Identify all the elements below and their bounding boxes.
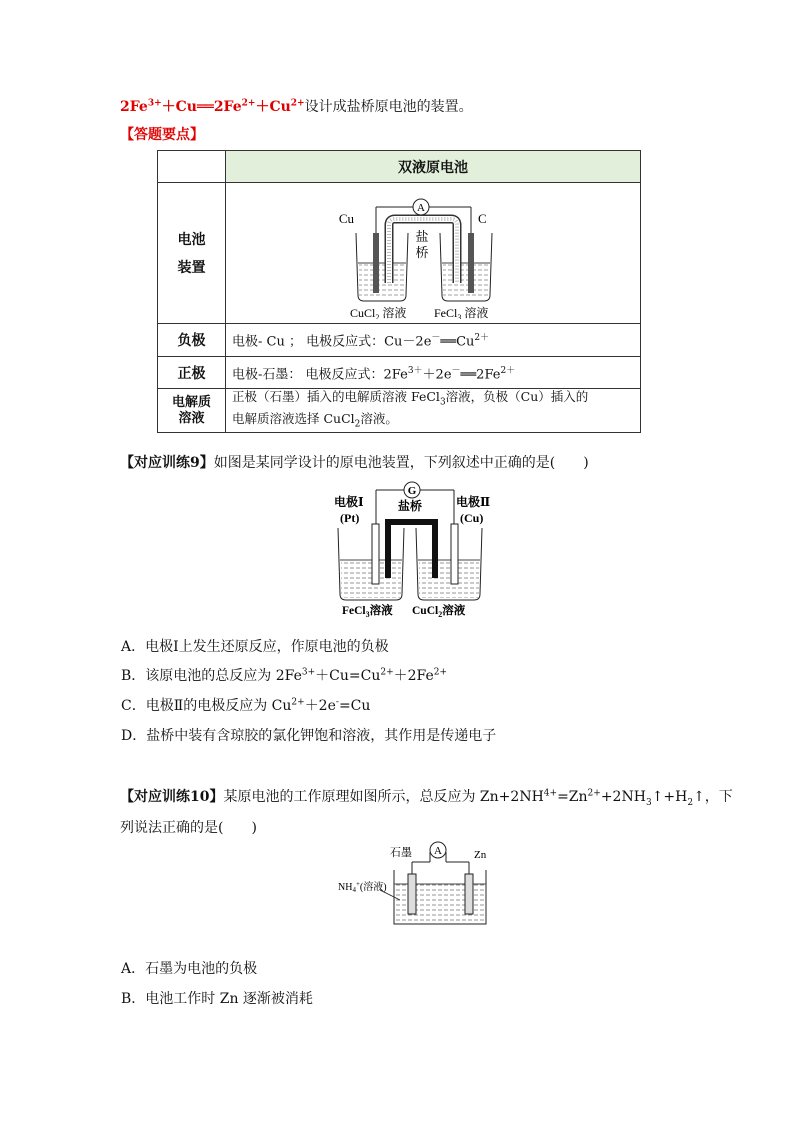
intro-line — [120, 96, 473, 116]
device-diagram-cell — [226, 183, 641, 324]
salt-bridge-cell-diagram — [226, 183, 640, 319]
q10-option-b: B．电池工作时 Zn 逐渐被消耗 — [121, 991, 313, 1007]
cucl2-label: CuCl$_2$ 溶液 — [350, 306, 407, 319]
neg-label: 负极 — [158, 324, 226, 357]
q9-stem: 【对应训练9】如图是某同学设计的原电池装置，下列叙述中正确的是( ) — [120, 455, 589, 471]
fecl3-label: FeCl$_3$ 溶液 — [434, 306, 489, 319]
cu-electrode — [451, 524, 458, 584]
q9-tag: 【对应训练9】 — [120, 455, 214, 471]
intro-tail: 设计成盐桥原电池的装置。 — [304, 99, 473, 115]
device-label-line2: 装置 — [177, 260, 206, 276]
q9-diagram — [320, 476, 490, 620]
q9-cucl2-label: CuCl$_2$溶液 — [412, 605, 466, 619]
salt-bridge-label-1: 盐 — [415, 229, 429, 244]
q9-option-c: C．电极Ⅱ的电极反应为 $Cu^{2+}+2e^-=Cu$ — [121, 697, 371, 714]
left-solution-fill — [359, 263, 405, 299]
q10-stem-line2: 列说法正确的是( ) — [120, 820, 257, 836]
q10-graphite-electrode — [408, 874, 416, 914]
svg-text:A: A — [434, 845, 442, 857]
q9-option-d: D．盐桥中装有含琼胶的氯化钾饱和溶液，其作用是传递电子 — [121, 728, 497, 744]
device-label-line1: 电池 — [177, 232, 206, 248]
e1-sub: (Pt) — [340, 511, 360, 525]
e2-label: 电极Ⅱ — [456, 495, 490, 509]
c-label: C — [478, 211, 487, 226]
q10-diagram — [336, 838, 496, 930]
cu-electrode — [373, 233, 379, 293]
electrolyte-text: 正极（石墨）插入的电解质溶液 FeCl$_3$溶液，负极（Cu）插入的 电解质溶液选择 CuCl$_2$溶液。 — [226, 389, 641, 433]
pos-text: 电极-石墨： 电极反应式：$2Fe^{3+}+2e^-══2Fe^{2+}$ — [226, 357, 641, 389]
q9-option-b: B．该原电池的总反应为 $2Fe^{3+}+Cu=Cu^{2+}+2Fe^{2+}$ — [121, 667, 448, 684]
c-electrode — [468, 233, 474, 293]
neg-text: 电极- Cu ； 电极反应式：$Cu-2e^-══Cu^{2+}$ — [226, 324, 641, 357]
q9-option-a: A．电极Ⅰ上发生还原反应，作原电池的负极 — [121, 639, 389, 655]
device-label — [158, 183, 226, 324]
q9-fecl3-label: FeCl$_3$溶液 — [342, 605, 393, 619]
svg-text:G: G — [407, 485, 417, 497]
q10-option-a: A．石墨为电池的负极 — [121, 961, 258, 977]
ammeter-label: A — [417, 202, 425, 214]
reaction-equation: $2Fe^{3+}+Cu══2Fe^{2+}+Cu^{2+}$ — [120, 98, 305, 115]
pos-label: 正极 — [158, 357, 226, 389]
right-solution-fill — [443, 263, 489, 299]
e1-label: 电极Ⅰ — [334, 495, 364, 509]
q10-graphite-label: 石墨 — [390, 847, 412, 859]
q10-zn-label: Zn — [474, 849, 487, 861]
table-corner — [158, 151, 226, 183]
e2-sub: (Cu) — [460, 511, 484, 525]
key-points-heading: 【答题要点】 — [120, 127, 204, 143]
cu-label: Cu — [338, 211, 354, 226]
table-header: 双液原电池 — [226, 151, 641, 183]
q10-tag: 【对应训练10】 — [120, 789, 224, 805]
q10-solution-label: $NH_4^+$(溶液) — [338, 880, 387, 894]
key-points-table — [157, 150, 641, 433]
bridge-label: 盐桥 — [398, 499, 423, 513]
salt-bridge-label-2: 桥 — [415, 245, 429, 260]
pt-electrode — [372, 524, 379, 584]
q10-zn-electrode — [465, 874, 473, 914]
electrolyte-label: 电解质 溶液 — [158, 389, 226, 433]
q10-stem: 【对应训练10】某原电池的工作原理如图所示，总反应为 $Zn+2NH^{4+}=Zn^{2+}+2NH_3↑+H_2↑$，下 — [120, 788, 733, 808]
